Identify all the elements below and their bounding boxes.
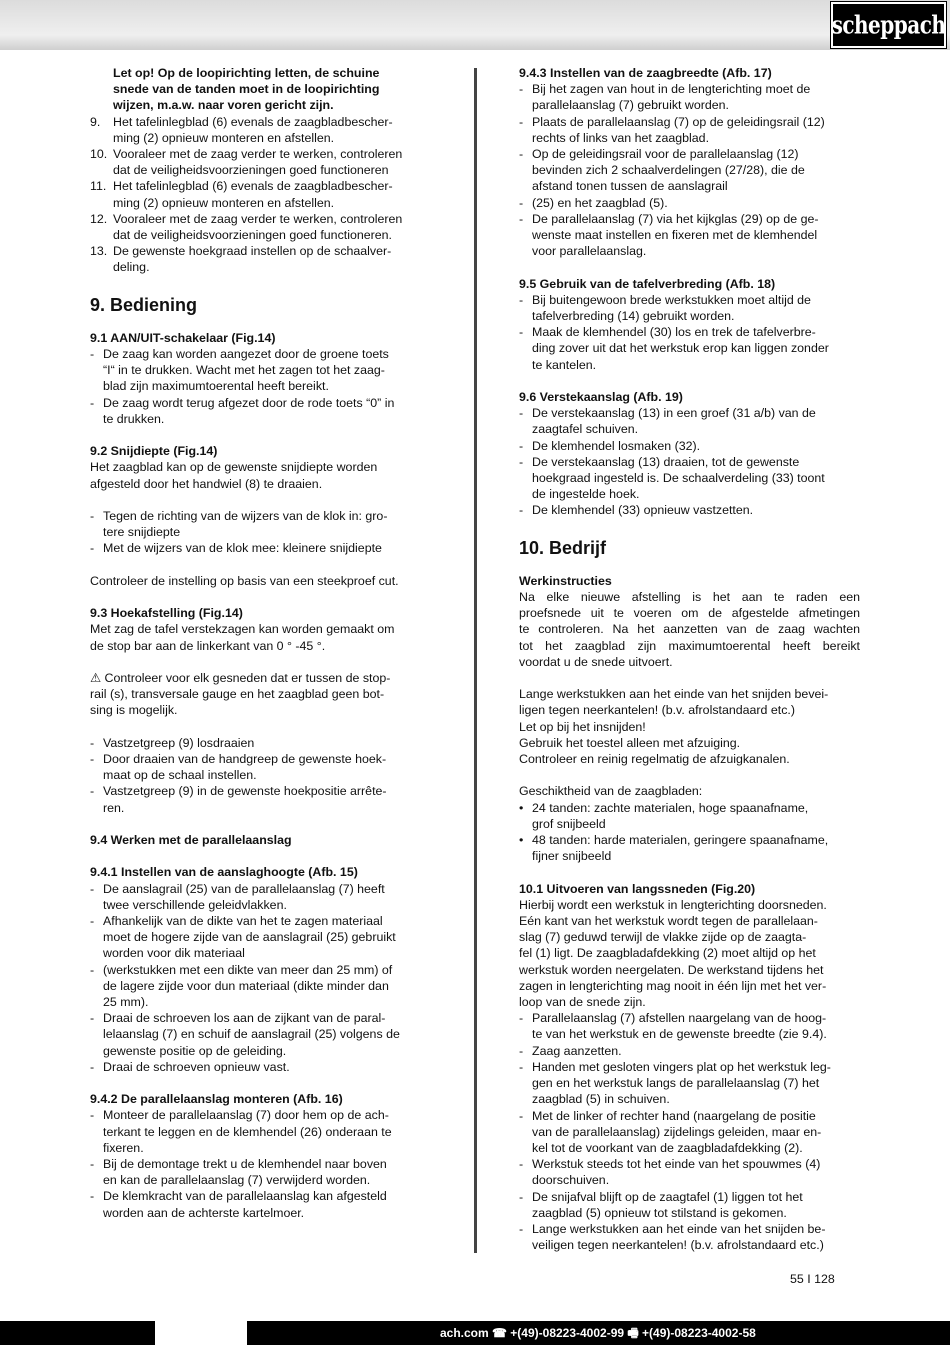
text-line: De snijafval blijft op de zaagtafel (1) liggen tot het [532,1189,803,1204]
subsection-heading: 9.4 Werken met de parallelaanslag [90,833,292,848]
step-item [90,211,432,243]
bullet-item: - Bij het zagen van hout in de lengterichting moet de parallelaanslag (7) gebruikt worden. [519,81,860,113]
paragraph-line: Gebruik het toestel alleen met afzuiging. [519,735,741,750]
step-number: 9. [90,114,101,129]
text-line: De aanslagrail (25) van de parallelaanslag (7) heeft [103,881,385,896]
step-text: Het tafelinlegblad (6) evenals de zaagbladbescher- [113,179,393,194]
bullet-item: - De verstekaanslag (13) draaien, tot de gewenste hoekgraad ingesteld is. De schaalverdeling (33) toont de ingestelde hoek. [519,454,860,503]
bullet-item: - Op de geleidingsrail voor de parallelaanslag (12) bevinden zich 2 schaalverdelingen (27/28), die de afstand tonen tussen de aanslagrail [519,146,860,195]
header-bar [0,0,950,50]
paragraph-line: Geschiktheid van de zaagbladen: [519,784,703,799]
right-column [519,65,860,1253]
text-line: Na elke nieuwe afstelling is het aan te raden een [519,590,860,605]
bullet-item: - De klemhendel (33) opnieuw vastzetten. [519,502,860,518]
text-line: te van het werkstuk en de gewenste breedte (zie 9.4). [532,1027,827,1042]
text-line: zaagblad (5) in schuiven. [532,1092,670,1107]
step-number: 12. [90,211,108,226]
text-line: tafelverbreding (14) gebruikt worden. [532,309,735,324]
text-line: veiligen tegen neerkantelen! (b.v. afrolstandaard etc.) [532,1238,824,1253]
text-line: zaagtafel schuiven. [532,422,639,437]
text-line: Vastzetgreep (9) in de gewenste hoekpositie arrête- [103,784,387,799]
text-line: worden aan de achterste kartelmoer. [103,1205,305,1220]
bullet-item: - De snijafval blijft op de zaagtafel (1) liggen tot het zaagblad (5) opnieuw tot stilstand is gekomen. [519,1189,860,1221]
text-line: gen en het werkstuk langs de parallelaanslag (7) het [532,1076,820,1091]
bullet-item: - Draai de schroeven los aan de zijkant van de paral- lelaanslag (7) en schuif de aanslagrail (25) volgens de gewenste positie op de geleiding. [90,1010,432,1059]
step-text: ming (2) opnieuw monteren en afstellen. [113,130,335,145]
scheppach-logo [831,2,946,48]
step-item [90,178,432,210]
bullet-item: - De klemkracht van de parallelaanslag kan afgesteld worden aan de achterste kartelmoer. [90,1188,432,1220]
paragraph-line: Met zag de tafel verstekzagen kan worden gemaakt om [90,622,395,637]
warning-paragraph: ⚠ Controleer voor elk gesneden dat er tussen de stop- [90,671,391,686]
text-line: fixeren. [103,1140,144,1155]
text-line: Zaag aanzetten. [532,1043,622,1058]
text-line: en kan de parallelaanslag (7) verwijderd worden. [103,1173,371,1188]
paragraph-line: afgesteld door het handwiel (8) te draaien. [90,476,323,491]
bullet-item: - Lange werkstukken aan het einde van het snijden be- veiligen tegen neerkantelen! (b.v. afrolstandaard etc.) [519,1221,860,1253]
bullet-item: - (werkstukken met een dikte van meer dan 25 mm) of de lagere zijde voor dun materiaal (dikte minder dan 25 mm). [90,962,432,1011]
text-line: rechts of links van het zaagblad. [532,130,710,145]
warning-line: Let op! Op de loopirichting letten, de schuine [113,66,380,80]
text-line: de lagere zijde voor dun materiaal (dikte minder dan [103,978,389,993]
bullet-item: - Bij de demontage trekt u de klemhendel naar boven en kan de parallelaanslag (7) verwijderd worden. [90,1156,432,1188]
paragraph-line: zagen in lengterichting mag nooit in één lijn met het ver- [519,978,827,993]
subsection-heading: 9.4.2 De parallelaanslag monteren (Afb. 16) [90,1092,343,1107]
paragraph-line: Eén kant van het werkstuk wordt tegen de parallelaan- [519,914,818,929]
text-line: Afhankelijk van de dikte van het te zagen materiaal [103,914,383,929]
text-line: Tegen de richting van de wijzers van de klok in: gro- [103,509,388,524]
paragraph-line: Het zaagblad kan op de gewenste snijdiepte worden [90,460,378,475]
text-line: zaagblad (5) opnieuw tot stilstand is gekomen. [532,1205,787,1220]
text-line: Met de linker of rechter hand (naargelang de positie [532,1108,816,1123]
paragraph-line: sing is mogelijk. [90,703,178,718]
text-line: te kantelen. [532,357,597,372]
bullet-item: - De zaag kan worden aangezet door de groene toets “I“ in te drukken. Wacht met het zagen tot het zaag- blad zijn maximumtoerental heeft bereikt. [90,346,432,395]
text-line: De klemhendel losmaken (32). [532,438,701,453]
bullet-item: - De klemhendel losmaken (32). [519,438,860,454]
text-line: moet de hogere zijde van de aanslagrail (25) gebruikt [103,930,396,945]
step-text: Vooraleer met de zaag verder te werken, controleren [113,211,403,226]
bullet-item: - Met de linker of rechter hand (naargelang de positie van de parallelaanslag) zijdelings geleiden, maar en- kel tot de voorkant van de zaagbladafdekking (2). [519,1108,860,1157]
step-item [90,146,432,178]
text-line: hoekgraad ingesteld is. De schaalverdeling (33) toont [532,471,825,486]
subsection-heading: 9.6 Verstekaanslag (Afb. 19) [519,390,683,405]
subsection-heading: 9.4.1 Instellen van de aanslaghoogte (Afb. 15) [90,865,358,880]
text-line: ren. [103,800,125,815]
text-line: Maak de klemhendel (30) los en trek de tafelverbre- [532,325,816,340]
text-line: (25) en het zaagblad (5). [532,195,668,210]
text-line: wenste maat instellen en fixeren met de klemhendel [532,228,818,243]
text-line: de ingestelde hoek. [532,487,640,502]
step-text: Het tafelinlegblad (6) evenals de zaagbladbescher- [113,114,393,129]
text-line: De zaag kan worden aangezet door de groene toets [103,347,389,362]
text-line: parallelaanslag (7) gebruikt worden. [532,98,729,113]
bullet-item: - De zaag wordt terug afgezet door de rode toets “0” in te drukken. [90,395,432,427]
warning-line: wijzen, m.a.w. naar voren gericht zijn. [113,98,334,113]
bullet-item: - Maak de klemhendel (30) los en trek de tafelverbre- ding zover uit dat het werkstuk erop kan liggen zonder te kantelen. [519,324,860,373]
text-line: blad zijn maximumtoerental heeft bereikt. [103,379,329,394]
text-line: Door draaien van de handgreep de gewenste hoek- [103,752,387,767]
subsection-heading: 9.5 Gebruik van de tafelverbreding (Afb. 18) [519,276,776,291]
text-line: afstand tonen tussen de aanslagrail [532,179,728,194]
text-line: Werkstuk steeds tot het einde van het spouwmes (4) [532,1157,821,1172]
text-line: fijner snijbeeld [532,849,612,864]
bullet-item: - Handen met gesloten vingers plat op het werkstuk leg- gen en het werkstuk langs de parallelaanslag (7) het zaagblad (5) in schuiven. [519,1059,860,1108]
paragraph-line: de stop bar aan de linkerkant van 0 ° -45 °. [90,638,326,653]
section-heading: 10. Bedrijf [519,537,607,558]
bullet-item: - De verstekaanslag (13) in een groef (31 a/b) van de zaagtafel schuiven. [519,405,860,437]
text-line: De klemhendel (33) opnieuw vastzetten. [532,503,754,518]
subsection-heading: 9.4.3 Instellen van de zaagbreedte (Afb. 17) [519,66,772,80]
text-line: van de parallelaanslag) zijdelings geleiden, maar en- [532,1124,822,1139]
left-column [90,65,432,1221]
step-text: ming (2) opnieuw monteren en afstellen. [113,195,335,210]
step-number: 10. [90,147,108,162]
text-line: te drukken. [103,411,165,426]
bullet-item: - Zaag aanzetten. [519,1043,860,1059]
subsection-heading: 10.1 Uitvoeren van langssneden (Fig.20) [519,881,756,896]
bullet-item: - Parallelaanslag (7) afstellen naargelang van de hoog- te van het werkstuk en de gewenste breedte (zie 9.4). [519,1010,860,1042]
paragraph-line: ligen tegen neerkantelen! (b.v. afrolstandaard etc.) [519,703,795,718]
bullet-item: - Met de wijzers van de klok mee: kleinere snijdiepte [90,540,432,556]
text-line: Monteer de parallelaanslag (7) door hem op de ach- [103,1108,389,1123]
subsection-heading: 9.1 AAN/UIT-schakelaar (Fig.14) [90,330,276,345]
footer-contact: ach.com ☎ +(49)-08223-4002-99 🖷 +(49)-08223-4002-58 [440,1326,756,1340]
text-line: Op de geleidingsrail voor de parallelaanslag (12) [532,147,799,162]
bullet-item: - Tegen de richting van de wijzers van de klok in: gro- tere snijdiepte [90,508,432,540]
text-line: voor parallelaanslag. [532,244,647,259]
paragraph-line: Controleer de instelling op basis van een steekproef cut. [90,573,399,588]
paragraph-line: Lange werkstukken aan het einde van het snijden bevei- [519,687,829,702]
bullet-item: - Draai de schroeven opnieuw vast. [90,1059,432,1075]
step-item [90,243,432,275]
paragraph [519,589,860,670]
bullet-item: - Plaats de parallelaanslag (7) op de geleidingsrail (12) rechts of links van het zaagblad. [519,114,860,146]
step-item [90,114,432,146]
paragraph-line: slag (7) geduwd terwijl de vlakke zijde op de zaagta- [519,930,807,945]
text-line: Bij buitengewoon brede werkstukken moet altijd de [532,292,811,307]
footer-gap [155,1321,247,1345]
text-line: Parallelaanslag (7) afstellen naargelang van de hoog- [532,1011,827,1026]
subsection-heading: 9.2 Snijdiepte (Fig.14) [90,444,218,459]
step-text: Vooraleer met de zaag verder te werken, controleren [113,147,403,162]
bullet-item: - Vastzetgreep (9) in de gewenste hoekpositie arrête- ren. [90,783,432,815]
text-line: kel tot de voorkant van de zaagbladafdekking (2). [532,1140,803,1155]
text-line: ding zover uit dat het werkstuk erop kan liggen zonder [532,341,829,356]
step-text: deling. [113,260,150,275]
bullet-item: - Afhankelijk van de dikte van het te zagen materiaal moet de hogere zijde van de aanslagrail (25) gebruikt worden voor dik materiaal [90,913,432,962]
page-number: 55 I 128 [790,1272,835,1286]
bullet-item: - Werkstuk steeds tot het einde van het spouwmes (4) doorschuiven. [519,1156,860,1188]
text-line: De verstekaanslag (13) in een groef (31 a/b) van de [532,406,816,421]
text-line: voordat u de snede uitvoert. [519,654,673,669]
bullet-item: - De parallelaanslag (7) via het kijkglas (29) op de ge- wenste maat instellen en fixeren met de klemhendel voor parallelaanslag. [519,211,860,260]
text-line: tot het zaagblad zijn maximumtoerental heeft bereikt [519,638,860,653]
paragraph-line: fel (1) ligt. De zaagbladafdekking (2) moet altijd op het [519,946,816,961]
text-line: Bij het zagen van hout in de lengterichting moet de [532,82,811,97]
bullet-item: - Door draaien van de handgreep de gewenste hoek- maat op de schaal instellen. [90,751,432,783]
text-line: (werkstukken met een dikte van meer dan 25 mm) of [103,962,393,977]
bullet-item: - Vastzetgreep (9) losdraaien [90,735,432,751]
logo-text: scheppach [831,9,946,40]
text-line: twee verschillende geleidvlakken. [103,897,287,912]
text-line: grof snijbeeld [532,816,606,831]
bullet-item: - De aanslagrail (25) van de parallelaanslag (7) heeft twee verschillende geleidvlakken. [90,881,432,913]
text-line: 24 tanden: zachte materialen, hoge spaanafname, [532,800,809,815]
step-number: 11. [90,179,107,194]
subsection-heading: Werkinstructies [519,573,612,588]
text-line: doorschuiven. [532,1173,610,1188]
text-line: gewenste positie op de geleiding. [103,1043,287,1058]
text-line: Lange werkstukken aan het einde van het snijden be- [532,1221,826,1236]
text-line: 25 mm). [103,995,149,1010]
warning-text [90,65,432,114]
text-line: Draai de schroeven opnieuw vast. [103,1059,290,1074]
bullet-item: • 48 tanden: harde materialen, geringere spaanafname, fijner snijbeeld [519,832,860,864]
text-line: bevinden zich 2 schaalverdelingen (27/28), die de [532,163,805,178]
step-text: De gewenste hoekgraad instellen op de schaalver- [113,244,392,259]
paragraph-line: werkstuk worden neergelaten. De werkstand tijdens het [519,962,824,977]
paragraph-line: Hierbij wordt een werkstuk in lengterichting doorsneden. [519,897,827,912]
text-line: tere snijdiepte [103,525,181,540]
text-line: De parallelaanslag (7) via het kijkglas (29) op de ge- [532,211,819,226]
text-line: De klemkracht van de parallelaanslag kan afgesteld [103,1189,387,1204]
text-line: te controleren. Na het aanzetten van de zaag wachten [519,622,860,637]
paragraph-line: Controleer en reinig regelmatig de afzuigkanalen. [519,752,790,767]
step-text: dat de veiligheidsvoorzieningen goed functioneren. [113,228,392,243]
text-line: maat op de schaal instellen. [103,768,257,783]
text-line: Vastzetgreep (9) losdraaien [103,735,255,750]
bullet-item: - Bij buitengewoon brede werkstukken moet altijd de tafelverbreding (14) gebruikt worden. [519,292,860,324]
text-line: Plaats de parallelaanslag (7) op de geleidingsrail (12) [532,114,825,129]
text-line: worden voor dik materiaal [103,946,245,961]
column-divider [474,68,477,1253]
text-line: 48 tanden: harde materialen, geringere spaanafname, [532,833,829,848]
text-line: Bij de demontage trekt u de klemhendel naar boven [103,1157,387,1172]
bullet-item: - (25) en het zaagblad (5). [519,195,860,211]
text-line: Met de wijzers van de klok mee: kleinere snijdiepte [103,541,382,556]
text-line: De verstekaanslag (13) draaien, tot de gewenste [532,454,800,469]
text-line: “I“ in te drukken. Wacht met het zagen tot het zaag- [103,363,385,378]
step-text: dat de veiligheidsvoorzieningen goed functioneren [113,163,389,178]
bullet-item: - Monteer de parallelaanslag (7) door hem op de ach- terkant te leggen en de klemhendel (26) onderaan te fixeren. [90,1107,432,1156]
paragraph-line: rail (s), transversale gauge en het zaagblad geen bot- [90,687,385,702]
text-line: lelaanslag (7) en schuif de aanslagrail (25) volgens de [103,1027,400,1042]
subsection-heading: 9.3 Hoekafstelling (Fig.14) [90,606,243,621]
text-line: Draai de schroeven los aan de zijkant van de paral- [103,1011,386,1026]
paragraph-line: loop van de snede zijn. [519,995,646,1010]
section-heading: 9. Bediening [90,294,198,315]
step-number: 13. [90,244,108,259]
text-line: proefsnede uit te voeren om de afgestelde afmetingen [519,606,860,621]
text-line: terkant te leggen en de klemhendel (26) onderaan te [103,1124,392,1139]
warning-line: snede van de tanden moet in de loopirichting [113,82,380,97]
paragraph-line: Let op bij het insnijden! [519,719,646,734]
text-line: De zaag wordt terug afgezet door de rode toets “0” in [103,395,395,410]
bullet-item: • 24 tanden: zachte materialen, hoge spaanafname, grof snijbeeld [519,800,860,832]
text-line: Handen met gesloten vingers plat op het werkstuk leg- [532,1059,831,1074]
